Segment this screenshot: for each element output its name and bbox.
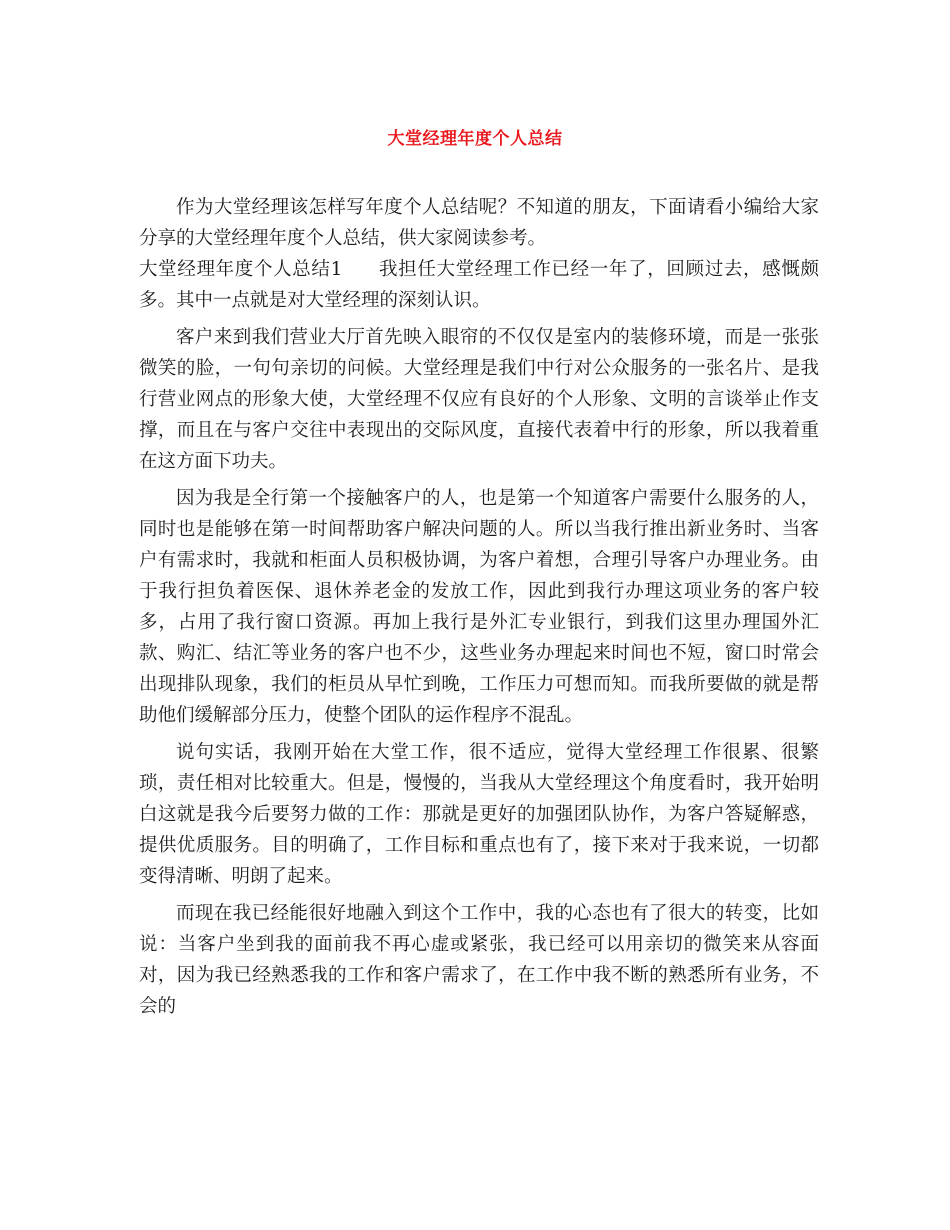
- document-body: [139, 192, 819, 1022]
- intro-paragraph: 作为大堂经理该怎样写年度个人总结呢？不知道的朋友，下面请看小编给大家分享的大堂经理年度个人总结，供大家阅读参考。: [139, 197, 819, 249]
- body-paragraph-2: 因为我是全行第一个接触客户的人，也是第一个知道客户需要什么服务的人，同时也是能够在第一时间帮助客户解决问题的人。所以当我行推出新业务时、当客户有需求时，我就和柜面人员积极协调，为客户着想，合理引导客户办理业务。由于我行担负着医保、退休养老金的发放工作，因此到我行办理这项业务的客户较多，占用了我行窗口资源。再加上我行是外汇专业银行，到我们这里办理国外汇款、购汇、结汇等业务的客户也不少，这些业务办理起来时间也不短，窗口时常会出现排队现象，我们的柜员从早忙到晚，工作压力可想而知。而我所要做的就是帮助他们缓解部分压力，使整个团队的运作程序不混乱。: [139, 488, 819, 726]
- section-paragraph: [139, 254, 819, 316]
- section-heading: 大堂经理年度个人总结1: [139, 259, 343, 280]
- section-first-text: 我担任大堂经理工作已经一年了，回顾过去，感慨颇多。其中一点就是对大堂经理的深刻认识。: [139, 259, 819, 311]
- body-paragraph-3: 说句实话，我刚开始在大堂工作，很不适应，觉得大堂经理工作很累、很繁琐，责任相对比较重大。但是，慢慢的，当我从大堂经理这个角度看时，我开始明白这就是我今后要努力做的工作：那就是更好的加强团队协作，为客户答疑解惑，提供优质服务。目的明确了，工作目标和重点也有了，接下来对于我来说，一切都变得清晰、明朗了起来。: [139, 742, 819, 887]
- body-paragraph-1: 客户来到我们营业大厅首先映入眼帘的不仅仅是室内的装修环境，而是一张张微笑的脸，一句句亲切的问候。大堂经理是我们中行对公众服务的一张名片、是我行营业网点的形象大使，大堂经理不仅应有良好的个人形象、文明的言谈举止作支撑，而且在与客户交往中表现出的交际风度，直接代表着中行的形象，所以我着重在这方面下功夫。: [139, 327, 819, 472]
- body-paragraph-4: 而现在我已经能很好地融入到这个工作中，我的心态也有了很大的转变，比如说：当客户坐到我的面前我不再心虚或紧张，我已经可以用亲切的微笑来从容面对，因为我已经熟悉我的工作和客户需求了，在工作中我不断的熟悉所有业务，不会的: [139, 903, 819, 1017]
- document-title: 大堂经理年度个人总结: [387, 129, 563, 149]
